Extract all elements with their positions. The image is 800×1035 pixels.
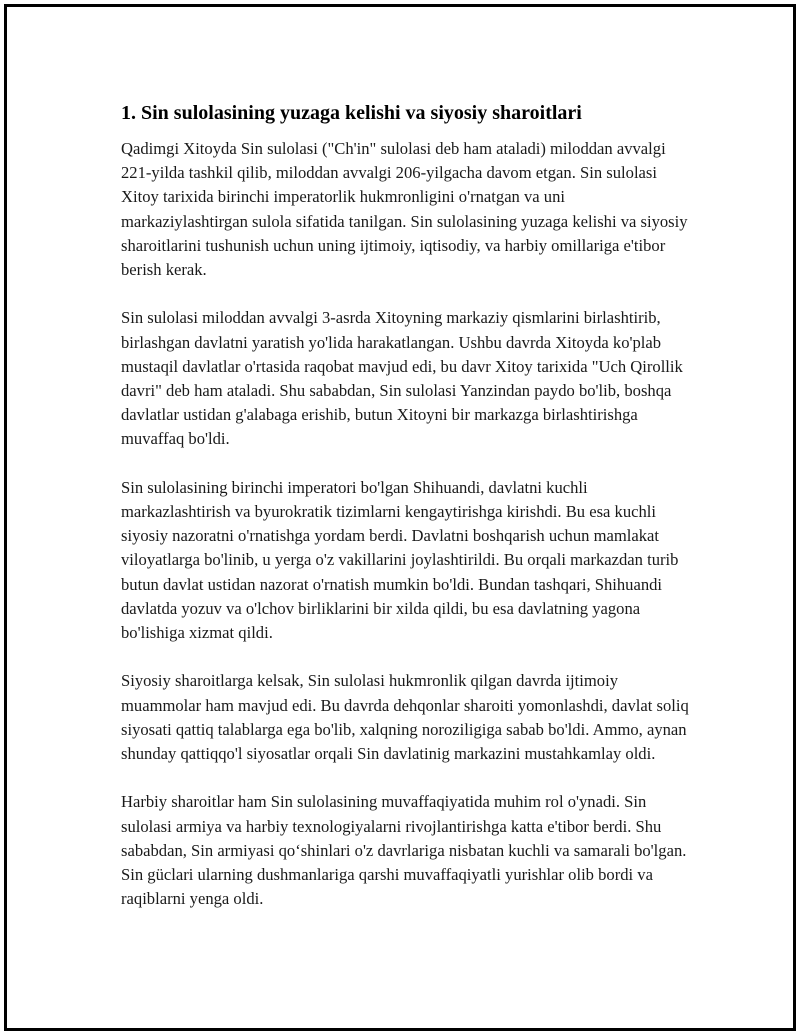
section-heading: 1. Sin sulolasining yuzaga kelishi va siyosiy sharoitlari — [121, 102, 582, 124]
paragraph-2: Sin sulolasi miloddan avvalgi 3-asrda Xitoyning markaziy qismlarini birlashtirib, birlashgan davlatni yaratish yo'lida harakatlangan. Ushbu davrda Xitoyda ko'plab mustaqil davlatlar o'rtasida raqobat mavjud edi, bu davr Xitoy tarixida "Uch Qirollik davri" deb ham ataladi. Shu sababdan, Sin sulolasi Yanzindan paydo bo'lib, boshqa davlatlar ustidan g'alabaga erishib, butun Xitoyni bir markazga birlashtirishga muvaffaq bo'ldi. — [121, 308, 683, 449]
document-body — [121, 99, 696, 936]
paragraph-1: Qadimgi Xitoyda Sin sulolasi ("Ch'in" sulolasi deb ham ataladi) miloddan avvalgi 221-yilda tashkil qilib, miloddan avvalgi 206-yilgacha davom etgan. Sin sulolasi Xitoy tarixida birinchi imperatorlik hukmronligini o'rnatgan va uni markaziylashtirgan sulola sifatida tanilgan. Sin sulolasining yuzaga kelishi va siyosiy sharoitlarini tushunish uchun uning ijtimoiy, iqtisodiy, va harbiy omillariga e'tibor berish kerak. — [121, 139, 688, 280]
paragraph-3: Sin sulolasining birinchi imperatori bo'lgan Shihuandi, davlatni kuchli markazlashtirish va byurokratik tizimlarni kengaytirishga kirishdi. Bu esa kuchli siyosiy nazoratni o'rnatishga yordam berdi. Davlatni boshqarish uchun mamlakat viloyatlarga bo'linib, u yerga o'z vakillarini joylashtirildi. Bu orqali markazdan turib butun davlat ustidan nazorat o'rnatish mumkin bo'ldi. Bundan tashqari, Shihuandi davlatda yozuv va o'lchov birliklarini bir xilda qildi, bu esa davlatning yagona bo'lishiga xizmat qildi. — [121, 477, 679, 643]
paragraph-5: Harbiy sharoitlar ham Sin sulolasining muvaffaqiyatida muhim rol o'ynadi. Sin sulolasi armiya va harbiy texnologiyalarni rivojlantirishga katta e'tibor berdi. Shu sababdan, Sin armiyasi qoʻshinlari o'z davrlariga nisbatan kuchli va samarali bo'lgan. Sin güclari ularning dushmanlariga qarshi muvaffaqiyatli yurishlar olib bordi va raqiblarni yenga oldi. — [121, 792, 687, 909]
paragraph-4: Siyosiy sharoitlarga kelsak, Sin sulolasi hukmronlik qilgan davrda ijtimoiy muammolar ham mavjud edi. Bu davrda dehqonlar sharoiti yomonlashdi, davlat soliq siyosati qattiq talablarga ega bo'lib, xalqning noroziligiga sabab bo'ldi. Ammo, aynan shunday qattiqqo'l siyosatlar orqali Sin davlatinig markazini mustahkamlay oldi. — [121, 671, 689, 764]
page-frame — [4, 4, 796, 1031]
